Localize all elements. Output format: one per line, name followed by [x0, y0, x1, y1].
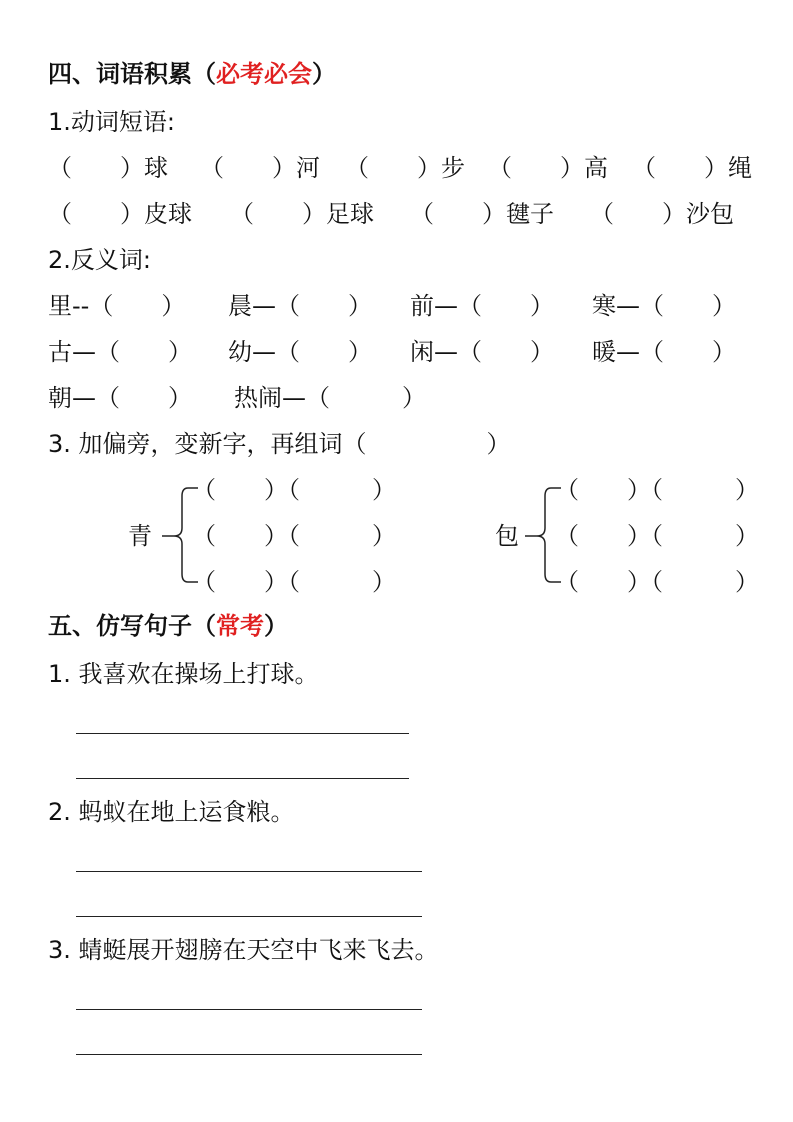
sentence-1: 1. 我喜欢在操场上打球。 [48, 660, 319, 688]
q1-item: （ ）高 [488, 154, 608, 182]
q3-pair: （ ）（ ） [555, 568, 759, 596]
q1-item: （ ）球 [48, 154, 168, 182]
answer-line[interactable] [76, 733, 409, 734]
antonym-item: 暖—（ ） [592, 338, 736, 366]
q1-item: （ ）沙包 [590, 200, 734, 228]
section5-paren-close: ） [264, 612, 288, 640]
answer-line[interactable] [76, 778, 409, 779]
q3-pair: （ ）（ ） [192, 476, 396, 504]
antonym-item: 闲—（ ） [410, 338, 554, 366]
answer-line[interactable] [76, 1054, 422, 1055]
section5-highlight: 常考 [216, 612, 264, 640]
answer-line[interactable] [76, 871, 422, 872]
section4-highlight: 必考必会 [216, 60, 312, 88]
q3-pair: （ ）（ ） [192, 522, 396, 550]
q3-pair: （ ）（ ） [192, 568, 396, 596]
section4-paren-close: ） [312, 60, 336, 88]
section4-title-text: 四、词语积累 [48, 60, 192, 88]
q3-label: 3. 加偏旁，变新字，再组词（ ） [48, 430, 511, 458]
q2-label: 2.反义词: [48, 246, 151, 274]
antonym-item: 朝—（ ） [48, 384, 192, 412]
q3-pair: （ ）（ ） [555, 522, 759, 550]
q1-item: （ ）绳 [632, 154, 752, 182]
answer-line[interactable] [76, 916, 422, 917]
section5-title-text: 五、仿写句子 [48, 612, 192, 640]
q1-item: （ ）毽子 [410, 200, 554, 228]
q1-label: 1.动词短语: [48, 108, 175, 136]
antonym-item: 寒—（ ） [592, 292, 736, 320]
antonym-item: 热闹—（ ） [234, 384, 426, 412]
q1-item: （ ）足球 [230, 200, 374, 228]
answer-line[interactable] [76, 1009, 422, 1010]
antonym-item: 前—（ ） [410, 292, 554, 320]
section5-title [48, 614, 288, 638]
antonym-item: 古—（ ） [48, 338, 192, 366]
section4-title [48, 62, 336, 86]
sentence-3: 3. 蜻蜓展开翅膀在天空中飞来飞去。 [48, 936, 439, 964]
section4-paren-open: （ [192, 60, 216, 88]
q3-char-qing: 青 [128, 522, 152, 550]
q1-item: （ ）步 [345, 154, 465, 182]
q3-pair: （ ）（ ） [555, 476, 759, 504]
antonym-item: 幼—（ ） [228, 338, 372, 366]
antonym-item: 晨—（ ） [228, 292, 372, 320]
section5-paren-open: （ [192, 612, 216, 640]
sentence-2: 2. 蚂蚁在地上运食粮。 [48, 798, 295, 826]
antonym-item: 里--（ ） [48, 292, 186, 320]
q3-char-bao: 包 [495, 522, 519, 550]
q1-item: （ ）河 [200, 154, 320, 182]
q1-item: （ ）皮球 [48, 200, 192, 228]
